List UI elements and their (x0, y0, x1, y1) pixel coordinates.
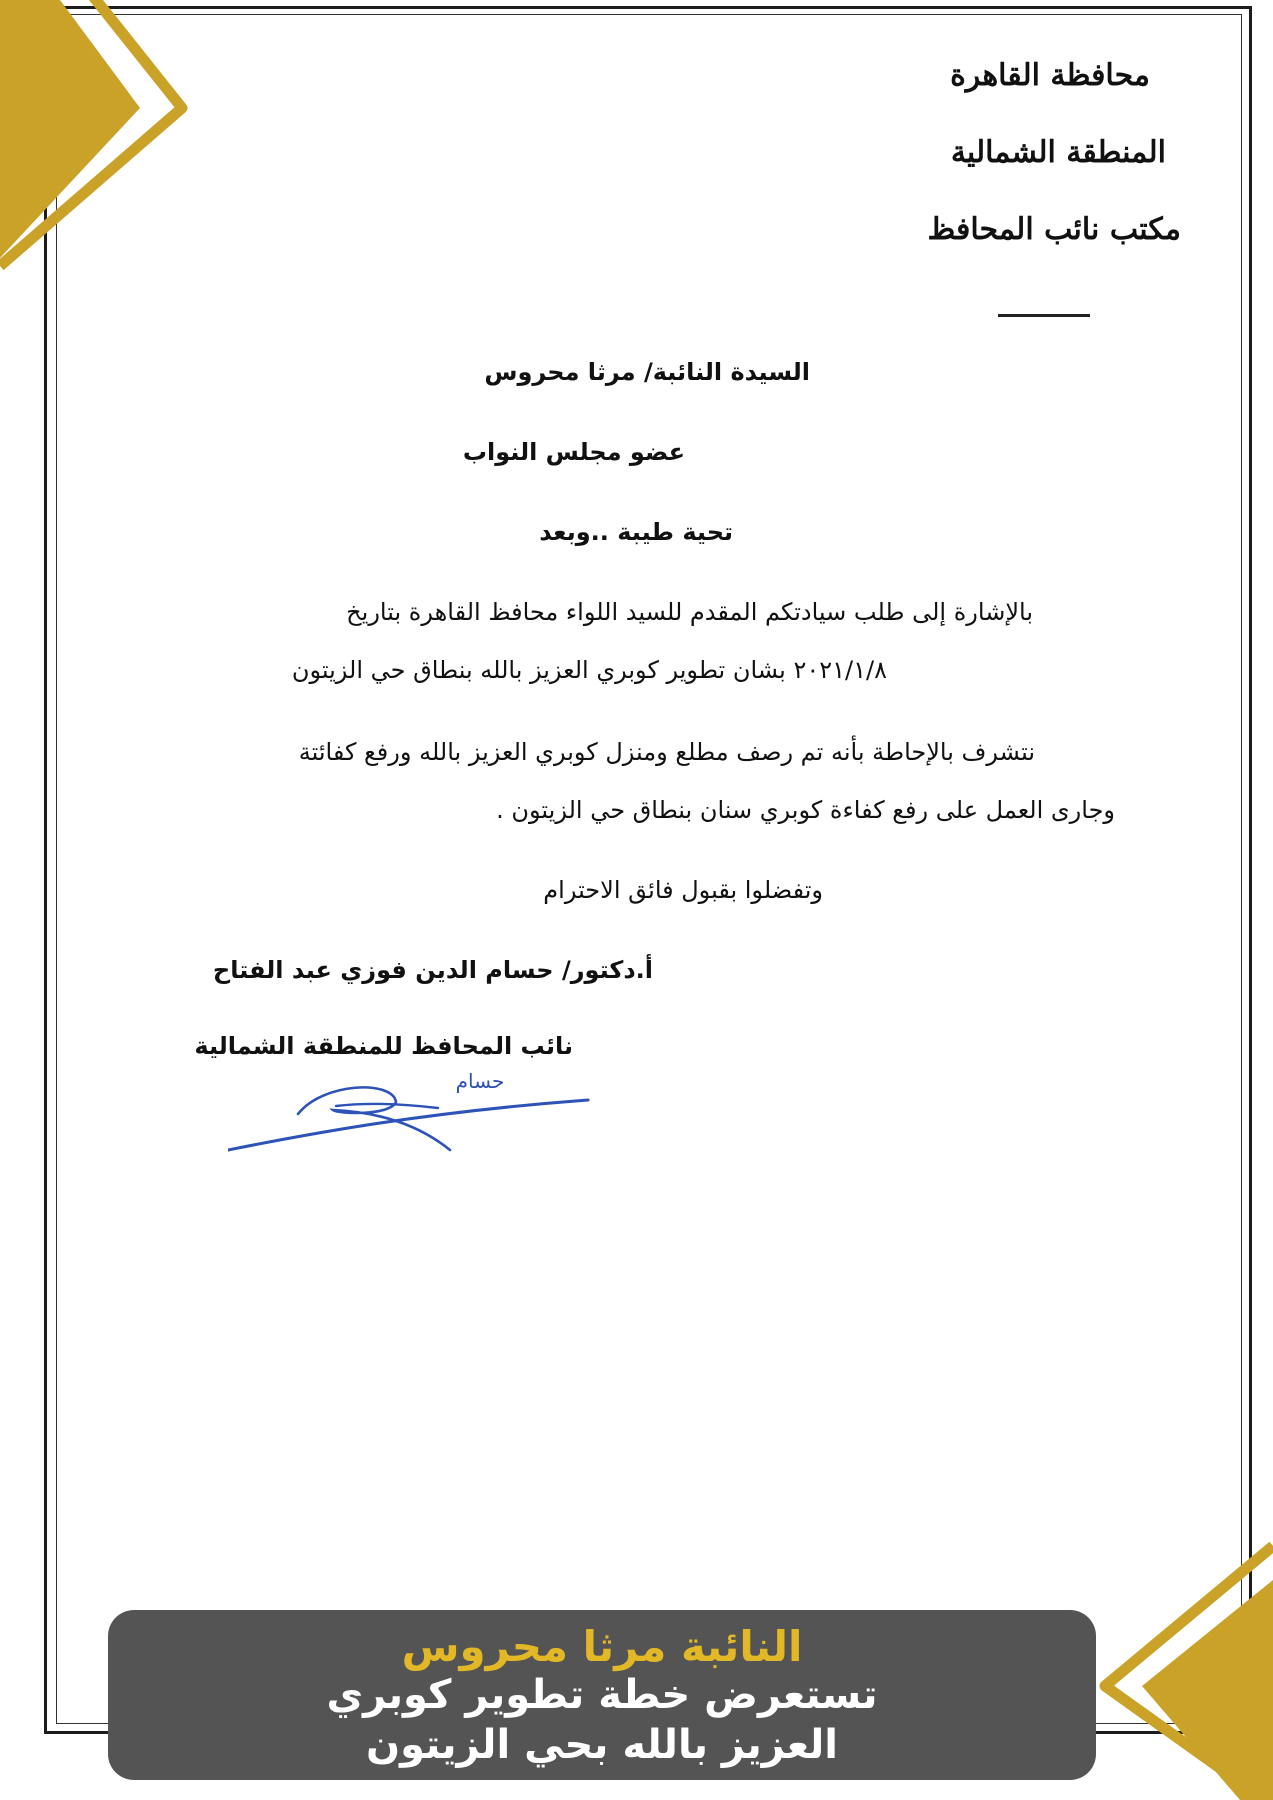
addressee: السيدة النائبة/ مرثا محروس (484, 358, 810, 386)
banner-headline: النائبة مرثا محروس (401, 1622, 803, 1671)
addressee-title: عضو مجلس النواب (462, 438, 685, 466)
header-divider (998, 314, 1090, 317)
header-region: المنطقة الشمالية (950, 135, 1166, 170)
paragraph-1-line-2: ٢٠٢١/١/٨ بشان تطوير كوبري العزيز بالله بنطاق حي الزيتون (291, 656, 887, 684)
banner-subline-1: تستعرض خطة تطوير كوبري (326, 1672, 878, 1718)
header-governorate: محافظة القاهرة (950, 58, 1150, 93)
document-inner-border (56, 14, 1242, 1724)
paragraph-2-line-1: نتشرف بالإحاطة بأنه تم رصف مطلع ومنزل كوبري العزيز بالله ورفع كفائتة (298, 738, 1035, 766)
header-office: مكتب نائب المحافظ (927, 212, 1181, 247)
banner-subline-2: العزيز بالله بحي الزيتون (365, 1722, 838, 1768)
signature-initials: حسام (455, 1069, 505, 1093)
news-caption-banner (108, 1610, 1096, 1780)
greeting: تحية طيبة ..وبعد (539, 518, 733, 546)
bottom-right-corner-decoration (1090, 1540, 1273, 1800)
paragraph-1-line-1: بالإشارة إلى طلب سيادتكم المقدم للسيد اللواء محافظ القاهرة بتاريخ (346, 598, 1033, 626)
signer-title: نائب المحافظ للمنطقة الشمالية (194, 1032, 573, 1060)
signer-name: أ.دكتور/ حسام الدين فوزي عبد الفتاح (212, 956, 653, 984)
paragraph-2-line-2: وجارى العمل على رفع كفاءة كوبري سنان بنطاق حي الزيتون . (496, 796, 1115, 824)
top-left-corner-decoration (0, 0, 200, 280)
closing-line: وتفضلوا بقبول فائق الاحترام (543, 876, 823, 904)
handwritten-signature (228, 1066, 598, 1158)
